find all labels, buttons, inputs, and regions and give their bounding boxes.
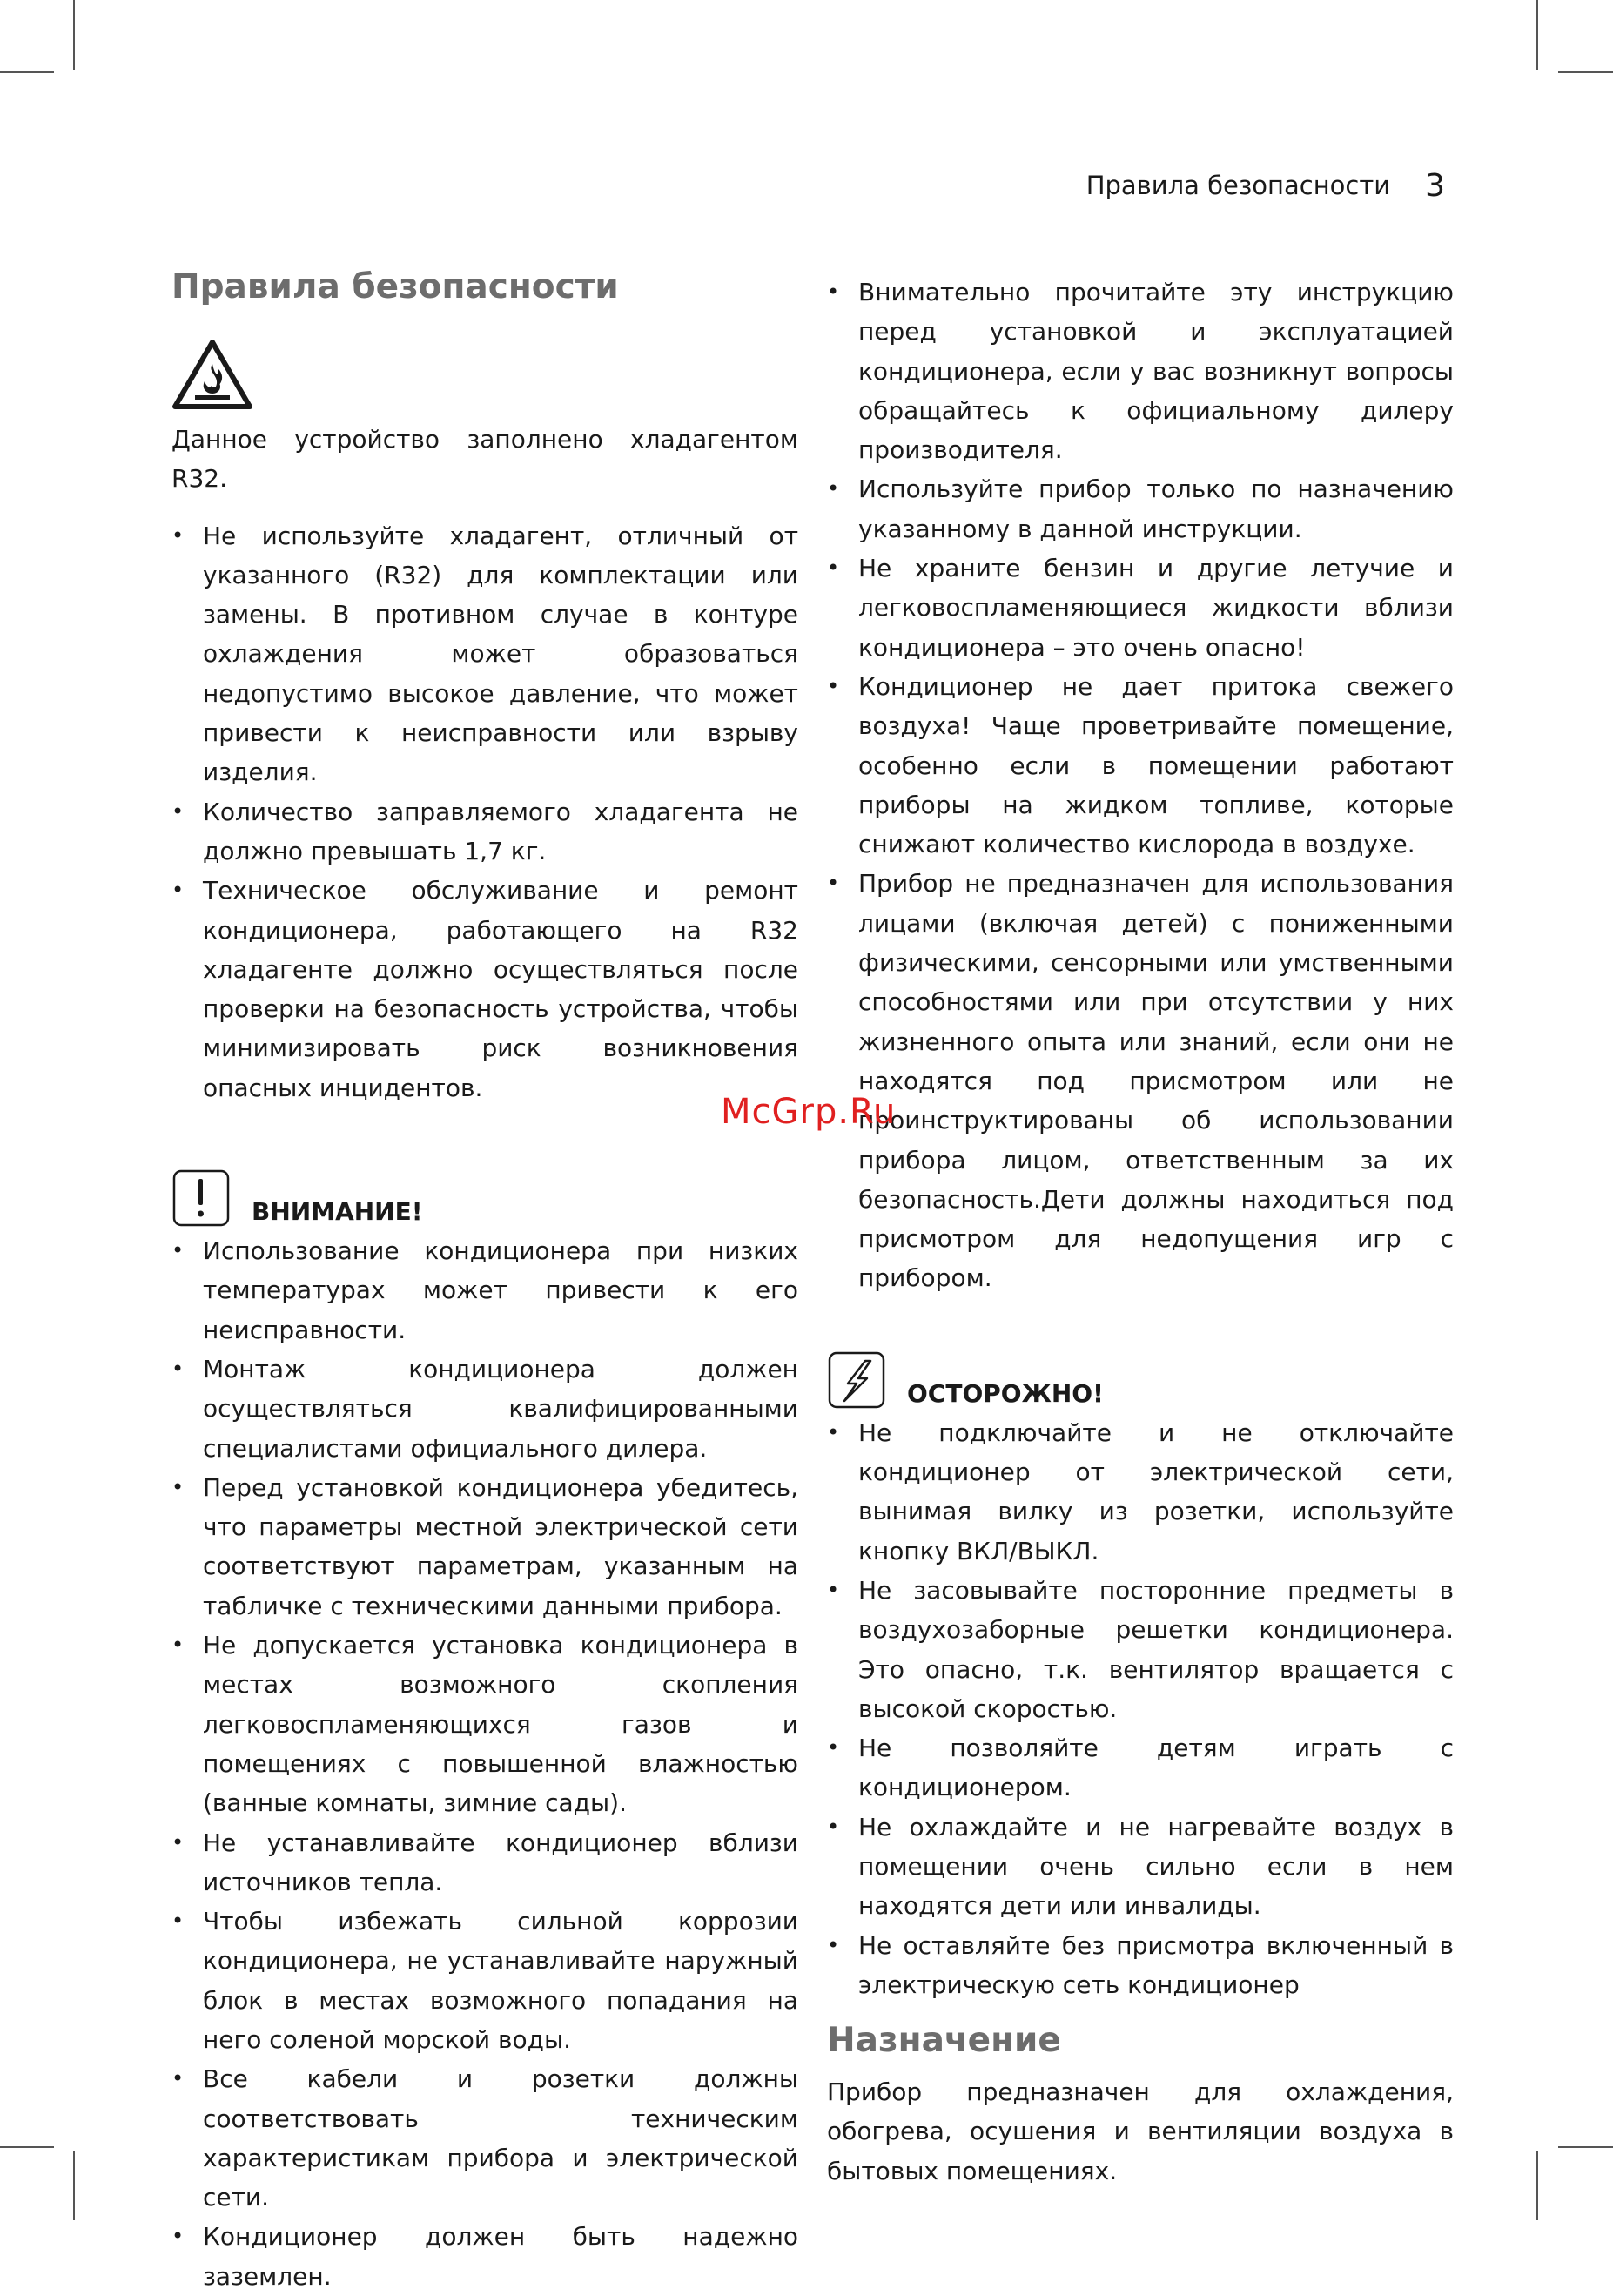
attention-list <box>171 1231 798 2296</box>
list-item: • Монтаж кондиционера должен осуществляться квалифицированными специалистами официального дилера. <box>171 1350 798 1468</box>
list-item: • Перед установкой кондиционера убедитесь, что параметры местной электрической сети соответствуют параметрам, указанным на табличке с техническими данными прибора. <box>171 1468 798 1626</box>
list-item: • Все кабели и розетки должны соответствовать техническим характеристикам прибора и электрической сети. <box>171 2059 798 2217</box>
caution-label: ОСТОРОЖНО! <box>907 1378 1104 1408</box>
caution-list <box>827 1413 1454 2004</box>
crop-mark <box>1536 0 1538 70</box>
list-item: • Техническое обслуживание и ремонт кондиционера, работающего на R32 хладагенте должно осуществляться после проверки на безопасность устройства, чтобы минимизировать риск возникновения опасных инцидентов. <box>171 871 798 1108</box>
right-column <box>827 273 1454 2191</box>
list-item: • Прибор не предназначен для использования лицами (включая детей) с пониженными физическими, сенсорными или умственными способностями или при отсутствии у них жизненного опыта или знаний, если они не находятся под присмотром или не проинструктированы об использовании прибора лицом, ответственным за их безопасность.Дети должны находиться под присмотром для недопущения игр с прибором. <box>827 864 1454 1297</box>
list-item: • Количество заправляемого хладагента не должно превышать 1,7 кг. <box>171 792 798 872</box>
list-item: • Не используйте хладагент, отличный от указанного (R32) для комплектации или замены. В противном случае в контуре охлаждения может образоваться недопустимо высокое давление, что может привести к неисправности или взрыву изделия. <box>171 516 798 792</box>
exclamation-icon <box>171 1168 231 1228</box>
list-item: • Не устанавливайте кондиционер вблизи источников тепла. <box>171 1823 798 1902</box>
crop-mark <box>1536 2151 1538 2220</box>
caution-heading <box>827 1350 1454 1410</box>
crop-mark <box>1558 2146 1613 2148</box>
list-item: • Используйте прибор только по назначению указанному в данной инструкции. <box>827 469 1454 549</box>
list-item: • Не охлаждайте и не нагревайте воздух в помещении очень сильно если в нем находятся дети или инвалиды. <box>827 1808 1454 1926</box>
lightning-icon <box>827 1350 886 1410</box>
usage-list <box>827 273 1454 1298</box>
list-item: • Чтобы избежать сильной коррозии кондиционера, не устанавливайте наружный блок в местах возможного попадания на него соленой морской воды. <box>171 1902 798 2059</box>
crop-mark <box>73 0 75 70</box>
list-item: • Кондиционер не дает притока свежего воздуха! Чаще проветривайте помещение, особенно если в помещении работают приборы на жидком топливе, которые снижают количество кислорода в воздухе. <box>827 667 1454 864</box>
flammable-warning-icon <box>171 338 253 411</box>
header-section-title: Правила безопасности <box>1085 171 1391 200</box>
list-item: • Не подключайте и не отключайте кондиционер от электрической сети, вынимая вилку из розетки, используйте кнопку ВКЛ/ВЫКЛ. <box>827 1413 1454 1571</box>
crop-mark <box>1558 71 1613 73</box>
crop-mark <box>73 2151 75 2220</box>
list-item: • Не допускается установка кондиционера в местах возможного скопления легковоспламеняющихся газов и помещениях с повышенной влажностью (ванные комнаты, зимние сады). <box>171 1626 798 1822</box>
list-item: • Кондиционер должен быть надежно заземлен. <box>171 2217 798 2296</box>
purpose-paragraph: Прибор предназначен для охлаждения, обогрева, осушения и вентиляции воздуха в бытовых помещениях. <box>827 2077 1454 2185</box>
crop-mark <box>0 71 54 73</box>
list-item: • Использование кондиционера при низких температурах может привести к его неисправности. <box>171 1231 798 1350</box>
refrigerant-list <box>171 516 798 1108</box>
list-item: • Не оставляйте без присмотра включенный в электрическую сеть кондиционер <box>827 1926 1454 2005</box>
page-title: Правила безопасности <box>171 267 619 306</box>
page-number: 3 <box>1425 167 1445 204</box>
intro-paragraph: Данное устройство заполнено хладагентом R32. <box>171 425 798 494</box>
list-item: • Внимательно прочитайте эту инструкцию перед установкой и эксплуатацией кондиционера, если у вас возникнут вопросы обращайтесь к официальному дилеру производителя. <box>827 273 1454 469</box>
page-header <box>975 164 1445 207</box>
attention-label: ВНИМАНИЕ! <box>252 1197 423 1227</box>
list-item: • Не засовывайте посторонние предметы в воздухозаборные решетки кондиционера. Это опасно, т.к. вентилятор вращается с высокой скоростью. <box>827 1571 1454 1728</box>
crop-mark <box>0 2146 54 2148</box>
left-column <box>171 261 798 2296</box>
attention-heading <box>171 1168 798 1228</box>
watermark: McGrp.Ru <box>721 1092 897 1132</box>
list-item: • Не храните бензин и другие летучие и легковоспламеняющиеся жидкости вблизи кондиционера – это очень опасно! <box>827 549 1454 667</box>
list-item: • Не позволяйте детям играть с кондиционером. <box>827 1728 1454 1808</box>
purpose-title: Назначение <box>827 2021 1061 2061</box>
